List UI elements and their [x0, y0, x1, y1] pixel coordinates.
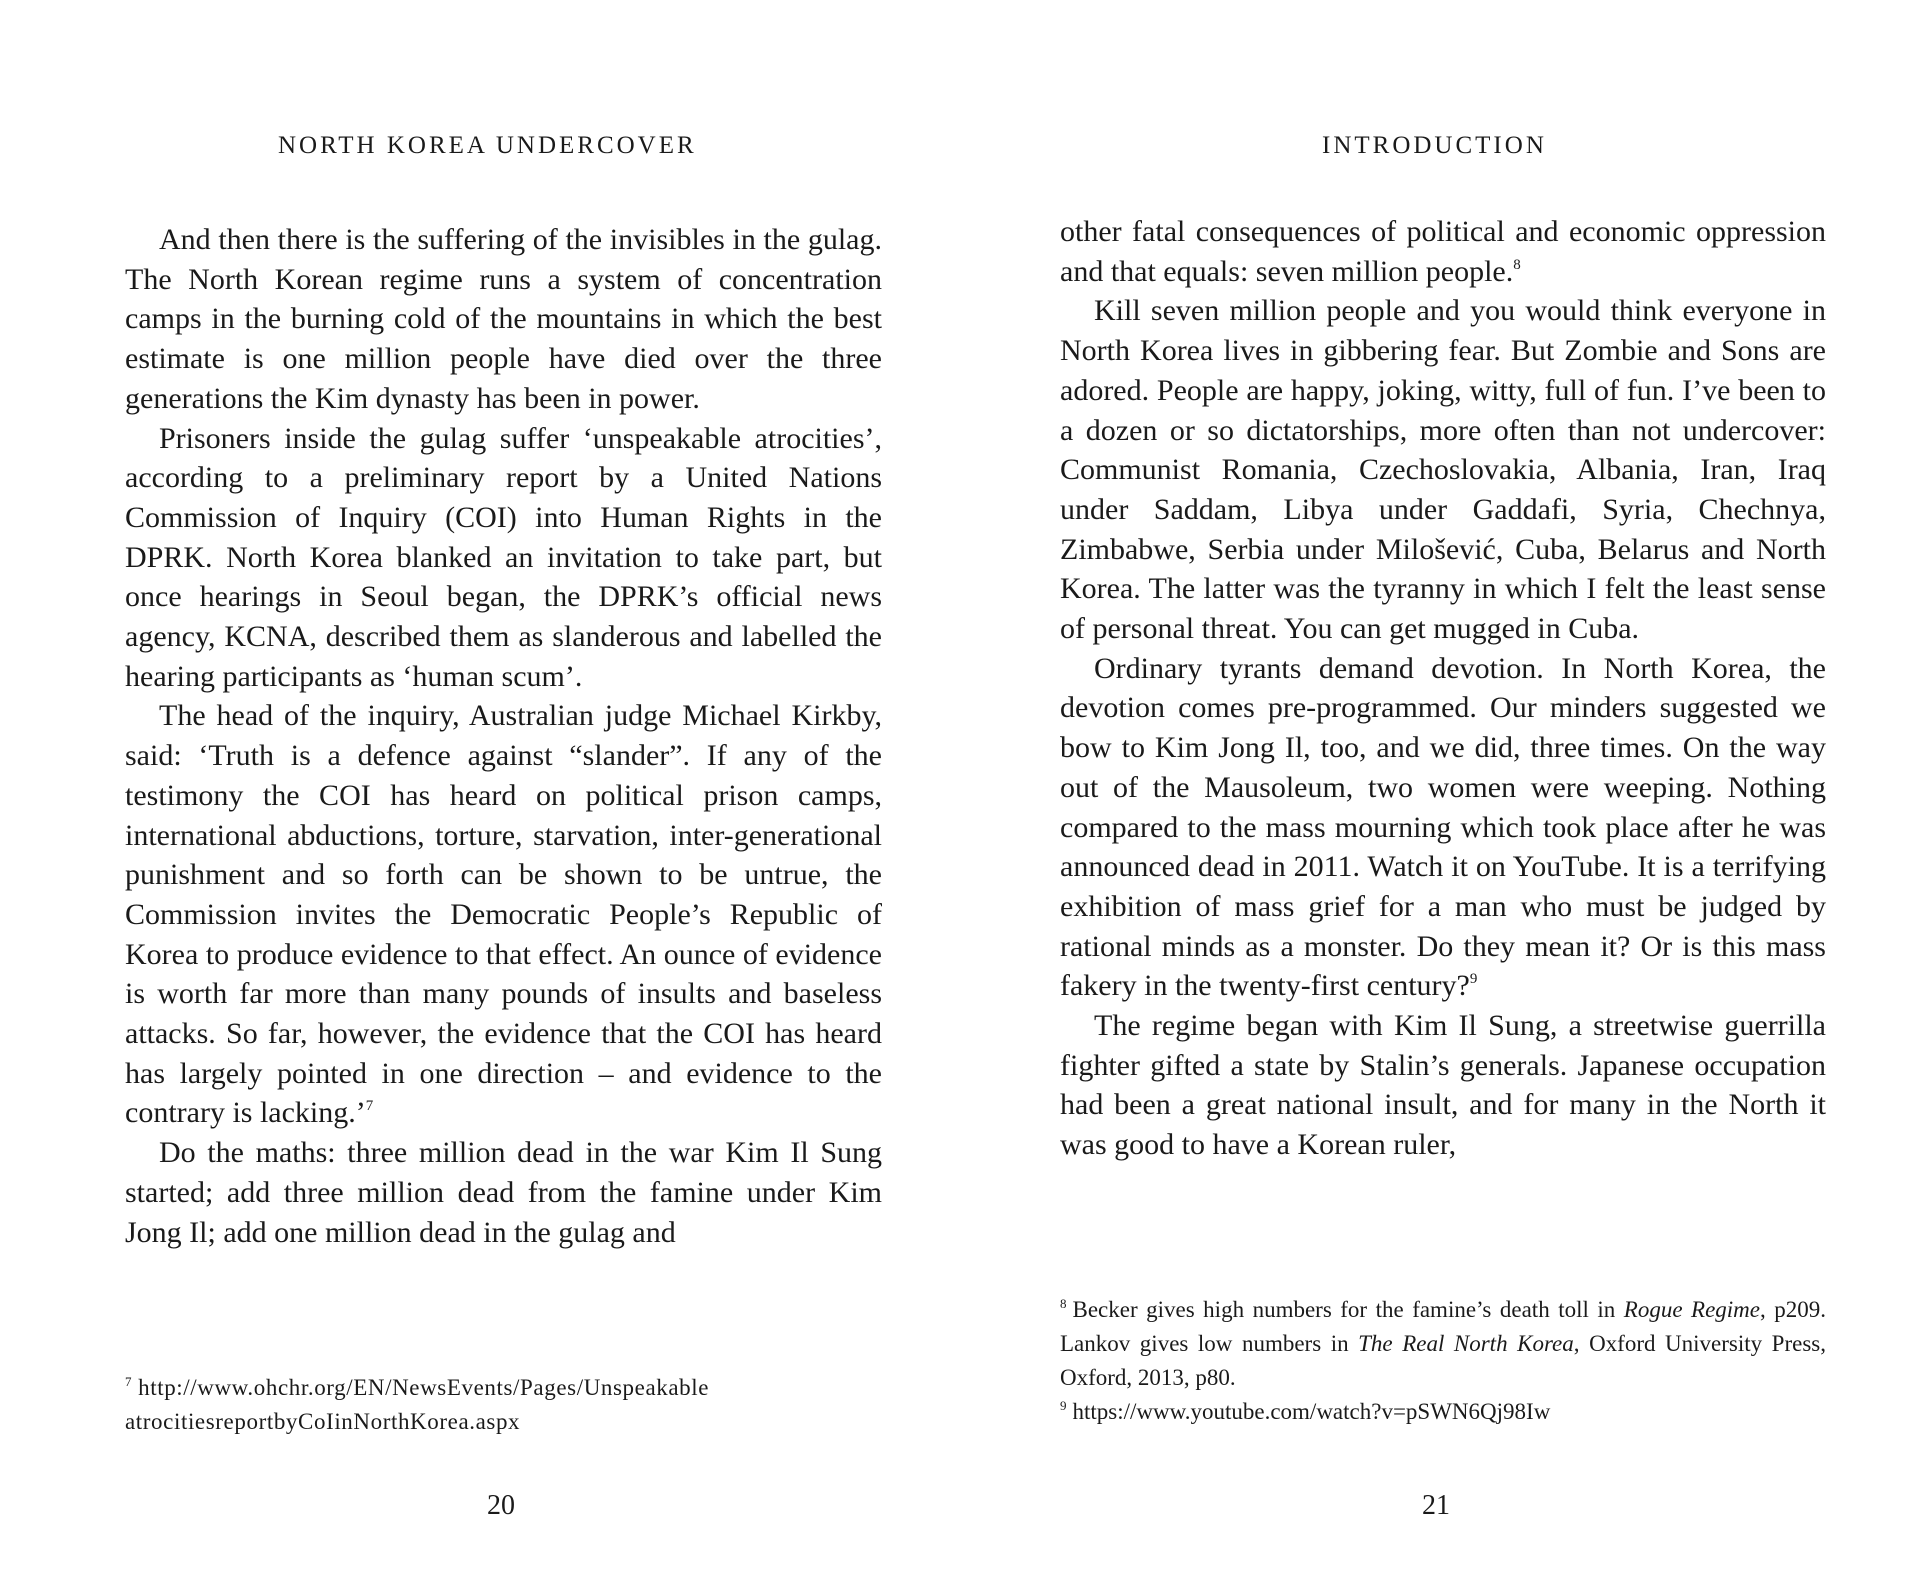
running-head: INTRODUCTION: [1322, 132, 1547, 159]
footnote-reference[interactable]: 8: [1513, 256, 1521, 273]
paragraph: [125, 696, 882, 1133]
footnote-text: , Oxford University Press, Oxford, 2013, p80.: [1060, 1331, 1826, 1390]
body-text: [1060, 212, 1826, 1165]
paragraph-text: The head of the inquiry, Australian judge Michael Kirkby, said: ‘Truth is a defence against “slander”. If any of the testimony the COI has heard on political prison camps, international abductions, torture, starvation, inter-generational punishment and so forth can be shown to be untrue, the Commission invites the Democratic People’s Republic of Korea to produce evidence to that effect. An ounce of evidence is worth far more than many pounds of insults and baseless attacks. So far, however, the evidence that the COI has heard has largely pointed in one direction – and evidence to the contrary is lacking.’: [125, 699, 882, 1130]
left-page: [0, 0, 960, 1574]
book-title: The Real North Korea: [1358, 1331, 1574, 1356]
footnotes: [125, 1371, 885, 1439]
footnote-mark: 8: [1060, 1296, 1067, 1311]
footnote: [1060, 1395, 1826, 1429]
paragraph-text: other fatal consequences of political and economic oppression and that equals: seven million people.: [1060, 215, 1826, 288]
paragraph-text: Ordinary tyrants demand devotion. In North Korea, the devotion comes pre-programmed. Our minders suggested we bow to Kim Jong Il, too, and we did, three times. On the way out of the Mausoleum, two women were weeping. Nothing compared to the mass mourning which took place after he was announced dead in 2011. Watch it on YouTube. It is a terrifying exhibition of mass grief for a man who must be judged by rational minds as a monster. Do they mean it? Or is this mass fakery in the twenty-first century?: [1060, 651, 1826, 1003]
footnote-reference[interactable]: 7: [365, 1098, 374, 1115]
footnote-continuation: [125, 1405, 885, 1439]
footnote-url-line-1[interactable]: http://www.ohchr.org/EN/NewsEvents/Pages/Unspeakable: [138, 1375, 710, 1400]
footnote: [1060, 1293, 1826, 1395]
footnote-text: , p209. Lankov gives low numbers in: [1060, 1297, 1826, 1356]
paragraph: The regime began with Kim Il Sung, a streetwise guerrilla fighter gifted a state by Stalin’s generals. Japanese occupation had been a great national insult, and for many in the North it was good to have a Korean ruler,: [1060, 1009, 1826, 1162]
footnote: [125, 1371, 885, 1405]
footnotes: [1060, 1293, 1826, 1429]
footnote-mark: 9: [1060, 1398, 1067, 1413]
page-number: 21: [1422, 1490, 1450, 1521]
page-number: 20: [487, 1490, 515, 1521]
footnote-text: Becker gives high numbers for the famine’s death toll in: [1072, 1297, 1624, 1322]
paragraph: Prisoners inside the gulag suffer ‘unspeakable atrocities’, according to a preliminary report by a United Nations Commission of Inquiry (COI) into Human Rights in the DPRK. North Korea blanked an invitation to take part, but once hearings in Seoul began, the DPRK’s official news agency, KCNA, described them as slanderous and labelled the hearing participants as ‘human scum’.: [125, 421, 882, 693]
footnote-mark: 7: [125, 1374, 133, 1389]
book-title: Rogue Regime: [1623, 1297, 1760, 1322]
paragraph: And then there is the suffering of the invisibles in the gulag. The North Korean regime runs a system of concentration camps in the burning cold of the mountains in which the best estimate is one million people have died over the three generations the Kim dynasty has been in power.: [125, 223, 882, 415]
running-head: NORTH KOREA UNDERCOVER: [278, 132, 697, 159]
paragraph: Kill seven million people and you would think everyone in North Korea lives in gibbering fear. But Zombie and Sons are adored. People are happy, joking, witty, full of fun. I’ve been to a dozen or so dictatorships, more often than not undercover: Communist Romania, Czechoslovakia, Albania, Iran, Iraq under Saddam, Libya under Gaddafi, Syria, Chechnya, Zimbabwe, Serbia under Milošević, Cuba, Belarus and North Korea. The latter was the tyranny in which I felt the least sense of personal threat. You can get mugged in Cuba.: [1060, 294, 1826, 646]
footnote-reference[interactable]: 9: [1469, 971, 1478, 988]
footnote-url-line-2[interactable]: atrocitiesreportbyCoIinNorthKorea.aspx: [125, 1409, 521, 1434]
paragraph: Do the maths: three million dead in the war Kim Il Sung started; add three million dead from the famine under Kim Jong Il; add one million dead in the gulag and: [125, 1136, 882, 1249]
right-page: [960, 0, 1921, 1574]
paragraph: [1060, 212, 1826, 291]
body-text: [125, 220, 882, 1252]
footnote-url[interactable]: https://www.youtube.com/watch?v=pSWN6Qj98Iw: [1072, 1399, 1551, 1424]
paragraph: [1060, 649, 1826, 1006]
